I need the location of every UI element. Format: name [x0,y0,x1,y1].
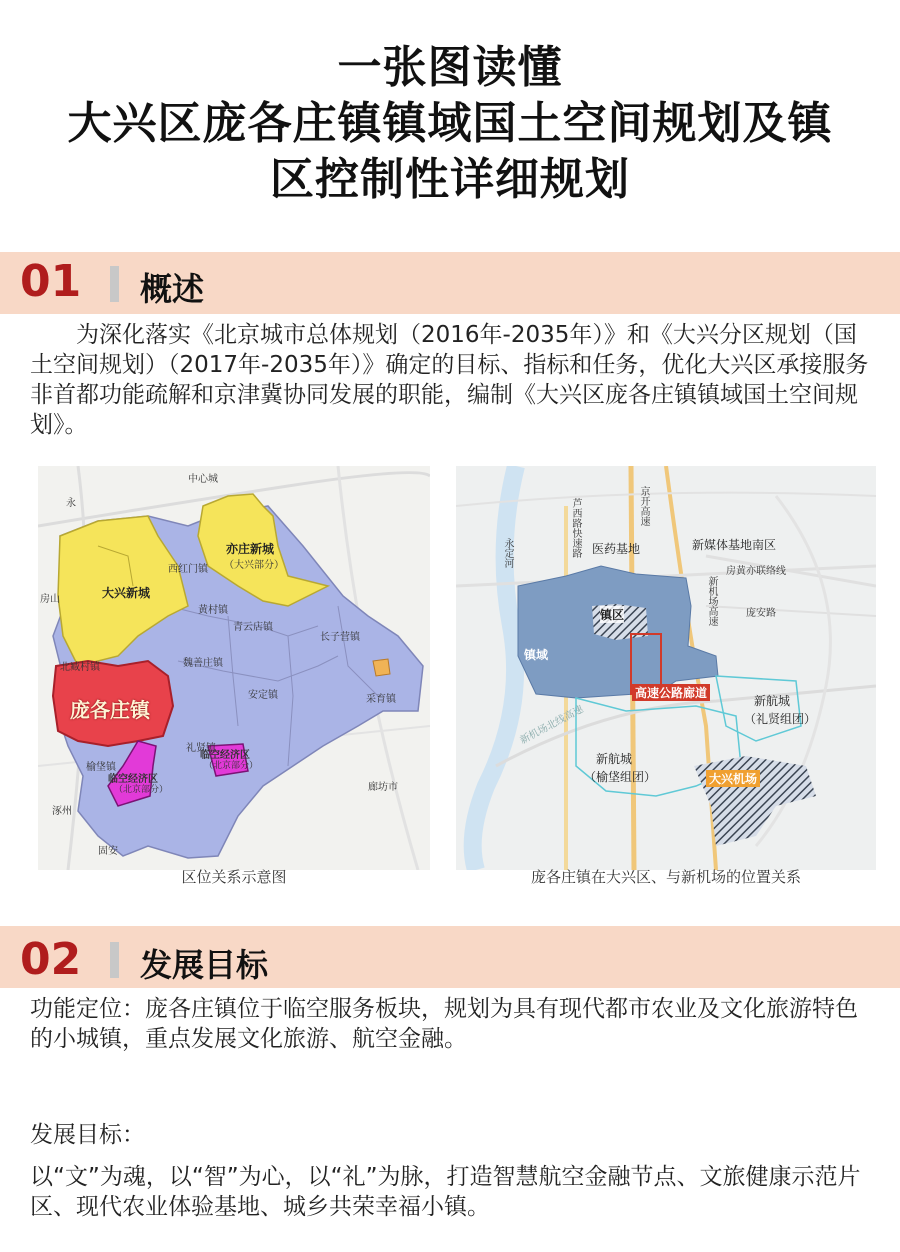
label-gu-an: 固安 [98,846,118,857]
label-yufa: 榆垡镇 [86,762,116,773]
label-jingkai: 京开高速 [638,486,649,526]
label-airport: 大兴机场 [706,770,760,787]
overview-paragraph: 为深化落实《北京城市总体规划（2016年-2035年）》和《大兴分区规划（国土空间规划）（2017年-2035年）》确定的目标、指标和任务，优化大兴区承接服务非首都功能疏解和京津冀协同发展的职能，编制《大兴区庞各庄镇镇域国土空间规划》。 [30,322,869,438]
location-map [38,466,430,870]
label-beizangcun: 北臧村镇 [60,662,100,673]
label-qingyundian: 青云店镇 [233,622,273,633]
label-caiyu: 采育镇 [366,694,396,705]
airport-relation-map [456,466,876,870]
label-yufa-group: （榆垡组团） [584,770,657,784]
label-panggezhuang: 庞各庄镇 [70,698,150,722]
section-number: 01 [20,256,82,307]
section-header-goals [0,926,900,988]
label-linkong-1-part: （北京部分） [204,761,259,771]
label-linkong-1: 临空经济区 [200,750,250,761]
section-divider [110,266,119,302]
label-daxing-new-city: 大兴新城 [102,586,151,600]
section-divider [110,942,119,978]
label-xincheng: 新航城 [754,694,791,708]
label-xinmeiti: 新媒体基地南区 [692,538,777,552]
label-xinjichang-bx: 新机场北线高速 [518,703,586,747]
section-title: 概述 [140,270,205,308]
airport-relation-map-graphic [456,466,876,870]
label-fangshan: 房山 [40,594,60,605]
label-xinjichang-gs: 新机场高速 [706,576,717,626]
label-luxi: 芦西路快速路 [570,498,581,558]
label-changziying: 长子营镇 [320,632,360,643]
airport-relation-map-caption: 庞各庄镇在大兴区、与新机场的位置关系 [530,868,801,886]
label-lixian: 礼贤镇 [186,743,216,754]
label-huangcun: 黄村镇 [198,605,228,616]
label-corridor: 高速公路廊道 [632,684,710,701]
label-center-city: 中心城 [188,474,218,485]
label-yong: 永 [66,498,76,509]
location-map-caption: 区位关系示意图 [181,868,287,886]
label-fangyi: 房黄亦联络线 [726,566,786,577]
label-zhenyu: 镇域 [524,648,549,662]
title-line-2: 大兴区庞各庄镇镇域国土空间规划及镇 [67,98,833,149]
label-yizhuang: 亦庄新城 [226,542,275,556]
section-number: 02 [20,934,82,985]
function-positioning-paragraph: 功能定位：庞各庄镇位于临空服务板块，规划为具有现代都市农业及文化旅游特色的小城镇，重点发展文化旅游、航空金融。 [30,996,858,1052]
label-yiyao: 医药基地 [592,542,641,556]
title-line-3: 区控制性详细规划 [270,154,630,205]
label-yizhuang-part: （大兴部分） [224,560,284,571]
section-title: 发展目标 [140,946,269,984]
section-header-overview [0,252,900,314]
label-zhenqu: 镇区 [600,608,625,622]
goals-paragraph: 以“文”为魂，以“智”为心，以“礼”为脉，打造智慧航空金融节点、文旅健康示范片区、现代农业体验基地、城乡共荣幸福小镇。 [30,1164,861,1220]
label-weishanzhuang: 魏善庄镇 [183,658,223,669]
title-line-1: 一张图读懂 [337,42,563,93]
page-title [0,40,900,208]
label-zhuozhou: 涿州 [52,806,72,817]
label-anding: 安定镇 [248,690,278,701]
label-langfang: 廊坊市 [368,782,398,793]
label-xihongmen: 西红门镇 [168,564,208,575]
label-pang-an: 庞安路 [746,608,776,619]
label-xinhangcheng: 新航城 [596,752,633,766]
label-linkong-2-part: （北京部分） [114,785,169,795]
goals-label: 发展目标： [30,1122,145,1148]
label-linkong-2: 临空经济区 [108,774,158,785]
label-yongdinghe: 永定河 [502,538,513,568]
label-lixian-group: （礼贤组团） [744,712,817,726]
